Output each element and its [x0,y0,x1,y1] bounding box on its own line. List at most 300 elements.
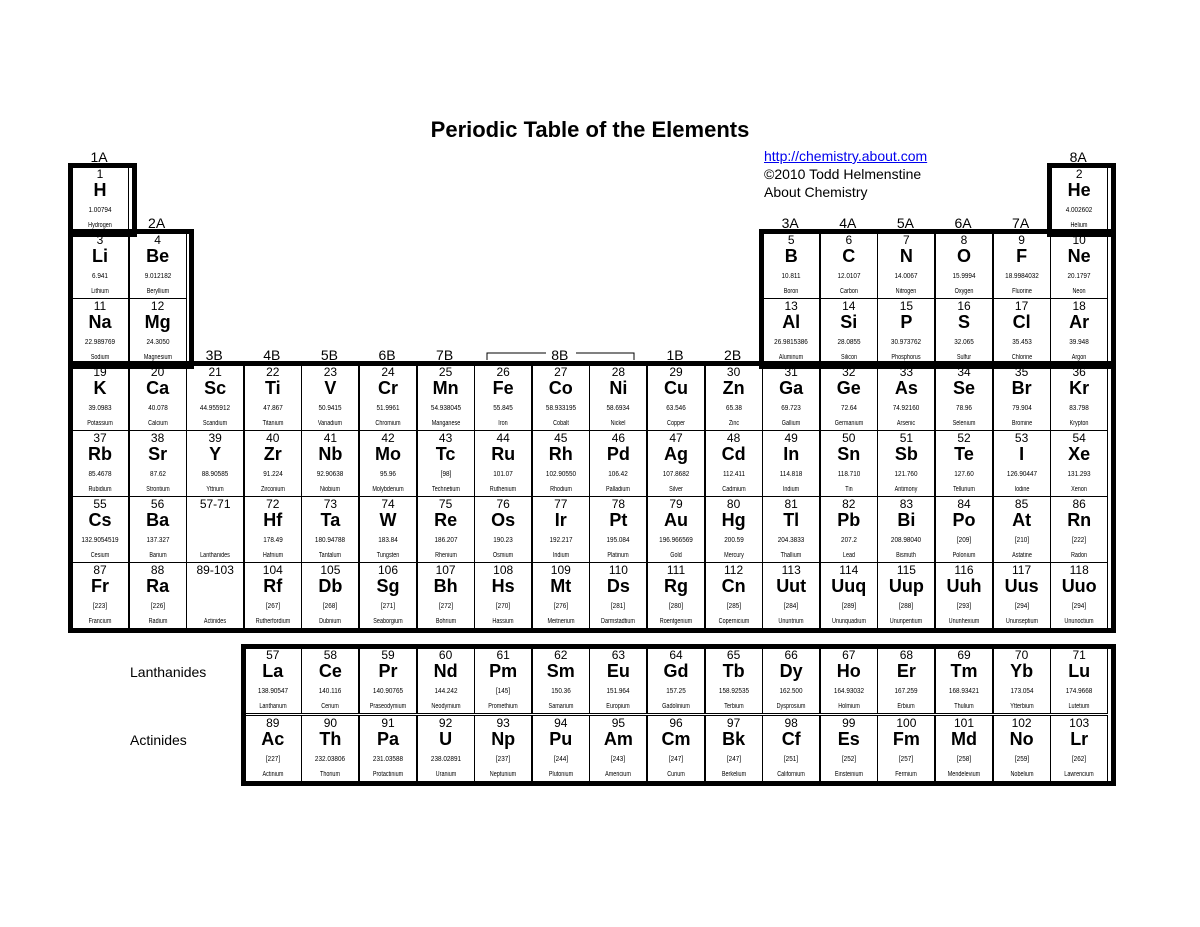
element-name: Phosphorus [891,354,921,361]
element-symbol: F [1016,246,1028,266]
atomic-mass: 138.90547 [257,686,288,695]
atomic-number: 66 [784,648,798,662]
atomic-mass: 157.25 [666,686,686,695]
element-name: Astatine [1011,552,1032,559]
element-name: Manganese [431,420,460,427]
element-name: Praseodymium [369,703,407,710]
element-name: Carbon [839,288,858,295]
atomic-mass: [226] [150,601,165,610]
element-cell [301,496,359,563]
element-cell [244,715,302,782]
element-symbol: S [957,312,970,332]
element-symbol: Mg [144,312,171,332]
element-symbol: Rf [263,576,283,596]
atomic-number: 94 [554,716,568,730]
element-symbol: Db [318,576,343,596]
element-symbol: Uuo [1061,576,1097,596]
atomic-number: 40 [266,431,280,445]
atomic-mass: 74.92160 [893,403,920,412]
atomic-number: 82 [842,497,856,511]
element-symbol: H [93,180,107,200]
atomic-mass: 107.8682 [662,469,690,478]
element-cell [935,647,993,714]
atomic-number: 20 [150,365,165,379]
element-name: Holmium [838,703,860,710]
element-cell [1050,430,1108,497]
element-symbol: He [1067,180,1091,200]
element-symbol: Pt [609,510,628,530]
atomic-mass: 126.90447 [1006,469,1037,478]
element-name: Copper [667,420,685,427]
atomic-mass: 180.94788 [315,535,346,544]
element-symbol: Pu [549,729,573,749]
atomic-mass: 15.9994 [952,271,976,280]
group-label: 1B [666,347,684,363]
atomic-number: 9 [1018,233,1025,247]
element-name: Neptunium [489,771,517,778]
element-cell [532,496,590,563]
element-symbol: Sc [204,378,227,398]
atomic-number: 81 [784,497,798,511]
atomic-number: 64 [669,648,683,662]
atomic-number: 4 [154,233,161,247]
element-cell [301,715,359,782]
atomic-mass: [227] [265,754,280,763]
element-name: Ununtrium [778,618,804,625]
atomic-number: 16 [957,299,971,313]
element-symbol: Ne [1067,246,1091,266]
atomic-number: 77 [554,497,568,511]
atomic-number: 107 [435,563,456,577]
atomic-number: 32 [842,365,856,379]
element-name: Niobium [320,486,341,493]
element-name: Bohrium [435,618,456,625]
element-cell [359,647,417,714]
atomic-number: 57 [266,648,280,662]
element-symbol: Cm [661,729,691,749]
element-symbol: Mn [432,378,459,398]
atomic-number: 50 [842,431,856,445]
element-name: Calcium [147,420,168,427]
element-name: Ununpentium [890,618,923,625]
element-name: Iron [498,420,508,427]
element-name: Rhodium [549,486,572,493]
element-name: Cesium [90,552,110,559]
element-symbol: K [93,378,107,398]
atomic-number: 13 [784,299,798,313]
atomic-mass: 12.0107 [837,271,861,280]
element-cell [359,430,417,497]
group-label: 4B [263,347,281,363]
atomic-mass: [210] [1014,535,1029,544]
element-name: Thulium [954,703,974,710]
element-cell [1050,496,1108,563]
atomic-mass: [288] [899,601,914,610]
element-cell [993,715,1051,782]
atomic-mass: 200.59 [723,535,744,544]
element-cell [820,562,878,629]
element-cell [474,647,532,714]
element-symbol: Yb [1010,661,1034,681]
element-name: Hydrogen [88,222,112,229]
atomic-number: 92 [438,716,453,730]
atomic-number: 37 [93,431,107,445]
element-name: Helium [1070,222,1088,229]
element-name: Francium [88,618,112,625]
atomic-number: 79 [669,497,683,511]
atomic-mass: [243] [611,754,626,763]
element-name: Boron [783,288,799,295]
element-cell [359,364,417,431]
atomic-mass: 131.293 [1067,469,1091,478]
atomic-number: 25 [438,365,453,379]
atomic-mass: [252] [841,754,856,763]
chemistry-link[interactable]: http://chemistry.about.com [764,148,928,164]
atomic-mass: 58.933195 [545,403,576,412]
atomic-number: 85 [1014,497,1029,511]
element-name: Cerium [321,703,340,710]
atomic-mass: 238.02891 [430,754,461,763]
atomic-mass: 121.760 [894,469,918,478]
element-symbol: Au [664,510,688,530]
atomic-mass: 79.904 [1011,403,1032,412]
atomic-number: 38 [150,431,165,445]
element-name: Scandium [203,420,228,427]
page-title: Periodic Table of the Elements [430,117,750,142]
atomic-mass: 102.90550 [545,469,576,478]
element-name: Erbium [897,703,916,710]
element-name: Antimony [895,486,918,493]
element-cell [532,647,590,714]
element-symbol: I [1019,444,1025,464]
element-name: Ununhexium [948,618,980,625]
element-symbol: Ga [779,378,804,398]
element-cell [993,430,1051,497]
element-symbol: Bk [722,729,746,749]
atomic-number: 63 [611,648,626,662]
atomic-number: 93 [496,716,510,730]
element-cell [474,430,532,497]
atomic-mass: [293] [956,601,972,610]
atomic-number: 24 [381,365,395,379]
element-name: Rutherfordium [255,618,291,625]
atomic-mass: [284] [784,601,799,610]
element-name: Rubidium [88,486,112,493]
atomic-mass: 151.964 [606,686,630,695]
element-name: Germanium [834,420,864,427]
atomic-number: 41 [323,431,338,445]
atomic-number: 109 [550,563,571,577]
element-cell [877,715,935,782]
atomic-number: 104 [262,563,283,577]
atomic-number: 113 [781,563,801,577]
element-name: Neodymium [431,703,461,710]
element-name: Actinides [204,618,227,625]
element-name: Molybdenum [372,486,404,493]
group-label: 7A [1012,215,1030,231]
element-name: Thorium [320,771,341,778]
element-name: Dubnium [319,618,342,625]
element-name: Lanthanides [200,552,231,559]
atomic-number: 87 [93,563,107,577]
element-symbol: Ho [836,661,861,681]
atomic-mass: 231.03588 [372,754,404,763]
element-name: Mendelevium [947,771,981,778]
atomic-mass: 112.411 [722,469,745,478]
atomic-number: 28 [611,365,626,379]
element-cell [993,496,1051,563]
element-cell [417,647,475,714]
element-name: Lithium [91,288,109,295]
atomic-number: 19 [93,365,107,379]
element-cell [705,562,763,629]
element-symbol: Xe [1068,444,1091,464]
atomic-number: 76 [496,497,510,511]
atomic-mass: 101.07 [493,469,513,478]
element-name: Vanadium [318,420,343,427]
element-name: Silicon [840,354,857,361]
atomic-number: 14 [842,299,856,313]
element-cell [762,715,820,782]
group-label: 8B [551,347,569,363]
element-cell [129,430,187,497]
atomic-mass: 40.078 [147,403,168,412]
element-symbol: V [324,378,337,398]
atomic-number: 30 [726,365,741,379]
atomic-number: 29 [669,365,683,379]
atomic-number: 90 [323,716,338,730]
atomic-mass: 92.90638 [317,469,344,478]
element-cell [647,562,705,629]
element-cell [1050,364,1108,431]
element-symbol: Fe [492,378,514,398]
element-cell [877,430,935,497]
atomic-number: 96 [669,716,683,730]
element-cell [762,430,820,497]
atomic-number: 52 [957,431,971,445]
element-name: Tellurium [953,486,975,493]
atomic-mass: 190.23 [493,535,513,544]
element-name: Nitrogen [896,288,917,295]
element-cell [993,647,1051,714]
element-cell [474,562,532,629]
atomic-number: 39 [208,431,222,445]
group-label: 1A [90,149,108,165]
element-cell [129,496,187,563]
element-cell [71,430,129,497]
element-symbol: Nb [318,444,343,464]
element-symbol: Rb [88,444,112,464]
element-name: Protactinium [372,771,404,778]
atomic-number: 10 [1072,233,1086,247]
atomic-number: 26 [496,365,510,379]
atomic-mass: 6.941 [92,271,108,280]
element-cell [244,647,302,714]
element-name: Chromium [375,420,401,427]
atomic-number: 36 [1072,365,1086,379]
element-cell [129,562,187,629]
atomic-number: 60 [438,648,453,662]
atomic-number: 67 [842,648,856,662]
atomic-number: 59 [381,648,395,662]
element-symbol: Zn [722,378,745,398]
element-cell [474,715,532,782]
atomic-number: 102 [1011,716,1032,730]
atomic-mass: [276] [553,601,568,610]
element-symbol: La [262,661,284,681]
element-symbol: Na [88,312,112,332]
element-cell [877,298,935,365]
element-symbol: Ru [491,444,516,464]
atomic-number: 106 [377,563,399,577]
element-name: Technetium [431,486,460,493]
atomic-mass: 32.065 [954,337,974,346]
atomic-number: 114 [839,563,859,577]
element-cell [589,430,647,497]
element-cell [186,562,244,629]
element-symbol: Be [146,246,170,266]
atomic-number: 12 [150,299,165,313]
element-cell [705,430,763,497]
element-symbol: Ca [146,378,170,398]
element-name: Barium [148,552,167,559]
element-cell [186,364,244,431]
atomic-number: 48 [726,431,741,445]
atomic-number: 91 [381,716,395,730]
element-cell [762,562,820,629]
element-symbol: No [1009,729,1034,749]
element-symbol: Ta [320,510,341,530]
atomic-number: 98 [784,716,798,730]
atomic-mass: [294] [1014,601,1029,610]
element-symbol: C [842,246,856,266]
atomic-number: 108 [493,563,514,577]
atomic-mass: 51.9961 [376,403,400,412]
element-name: Cadmium [721,486,746,493]
atomic-mass: [237] [496,754,511,763]
element-name: Silver [669,486,683,493]
element-symbol: Sr [148,444,168,464]
element-symbol: Rn [1067,510,1092,530]
atomic-mass: [209] [956,535,972,544]
element-cell [417,496,475,563]
element-cell [762,496,820,563]
group-label: 3A [781,215,799,231]
atomic-mass: 63.546 [666,403,686,412]
atomic-number: 115 [896,563,916,577]
element-cell [71,496,129,563]
atomic-number: 95 [611,716,626,730]
element-symbol: Uuq [831,576,867,596]
atomic-number: 46 [611,431,626,445]
element-name: Tantalum [319,552,342,559]
element-symbol: Te [954,444,974,464]
element-symbol: Mo [375,444,401,464]
element-name: Palladium [606,486,631,493]
element-cell [762,364,820,431]
element-symbol: Re [434,510,458,530]
atomic-number: 33 [899,365,914,379]
element-cell [877,232,935,299]
element-name: Osmium [493,552,514,559]
element-cell [762,232,820,299]
element-symbol: Ra [146,576,170,596]
atomic-mass: 192.217 [549,535,573,544]
atomic-mass: [145] [496,686,511,695]
element-name: Californium [777,771,805,778]
element-name: Seaborgium [373,618,403,625]
element-name: Strontium [145,486,170,493]
element-symbol: At [1012,510,1032,530]
element-symbol: Bh [433,576,458,596]
element-symbol: Po [952,510,976,530]
group-label: 7B [436,347,454,363]
element-cell [993,232,1051,299]
element-symbol: Pm [489,661,518,681]
atomic-mass: 178.49 [263,535,283,544]
element-cell [589,715,647,782]
atomic-mass: [258] [956,754,972,763]
element-symbol: Li [92,246,108,266]
atomic-number: 97 [726,716,741,730]
atomic-number: 3 [96,233,104,247]
element-cell [1050,298,1108,365]
element-name: Bismuth [896,552,917,559]
element-cell [129,298,187,365]
element-cell [820,647,878,714]
element-symbol: Cd [721,444,746,464]
atomic-mass: [270] [496,601,511,610]
atomic-mass: [285] [726,601,741,610]
element-symbol: Ba [146,510,170,530]
element-cell [359,562,417,629]
element-cell [301,647,359,714]
atomic-mass: 232.03806 [315,754,346,763]
element-symbol: Rh [548,444,573,464]
atomic-mass: [247] [668,754,684,763]
element-name: Einsteinium [834,771,863,778]
element-cell [1050,232,1108,299]
atomic-mass: 26.9815386 [774,337,809,346]
atomic-number: 15 [899,299,914,313]
element-cell [244,364,302,431]
element-symbol: Se [952,378,976,398]
atomic-number: 17 [1014,299,1029,313]
atomic-mass: [272] [438,601,453,610]
element-cell [301,562,359,629]
element-name: Radium [148,618,168,625]
atomic-number: 71 [1072,648,1086,662]
atomic-number: 70 [1014,648,1029,662]
element-cell [1050,715,1108,782]
atomic-mass: 88.90585 [201,469,229,478]
group-label: 2B [724,347,742,363]
site-name: About Chemistry [764,184,868,200]
element-name: Ununoctium [1064,618,1094,625]
element-cell [935,715,993,782]
element-symbol: Rg [664,576,688,596]
atomic-mass: [98] [440,469,451,478]
atomic-mass: 35.453 [1011,337,1032,346]
element-name: Indium [782,486,800,493]
atomic-number: 55 [93,497,107,511]
element-name: Gold [670,552,682,559]
atomic-number: 54 [1072,431,1086,445]
element-cell [589,647,647,714]
element-cell [877,562,935,629]
atomic-mass: 91.224 [263,469,283,478]
element-cell [589,562,647,629]
